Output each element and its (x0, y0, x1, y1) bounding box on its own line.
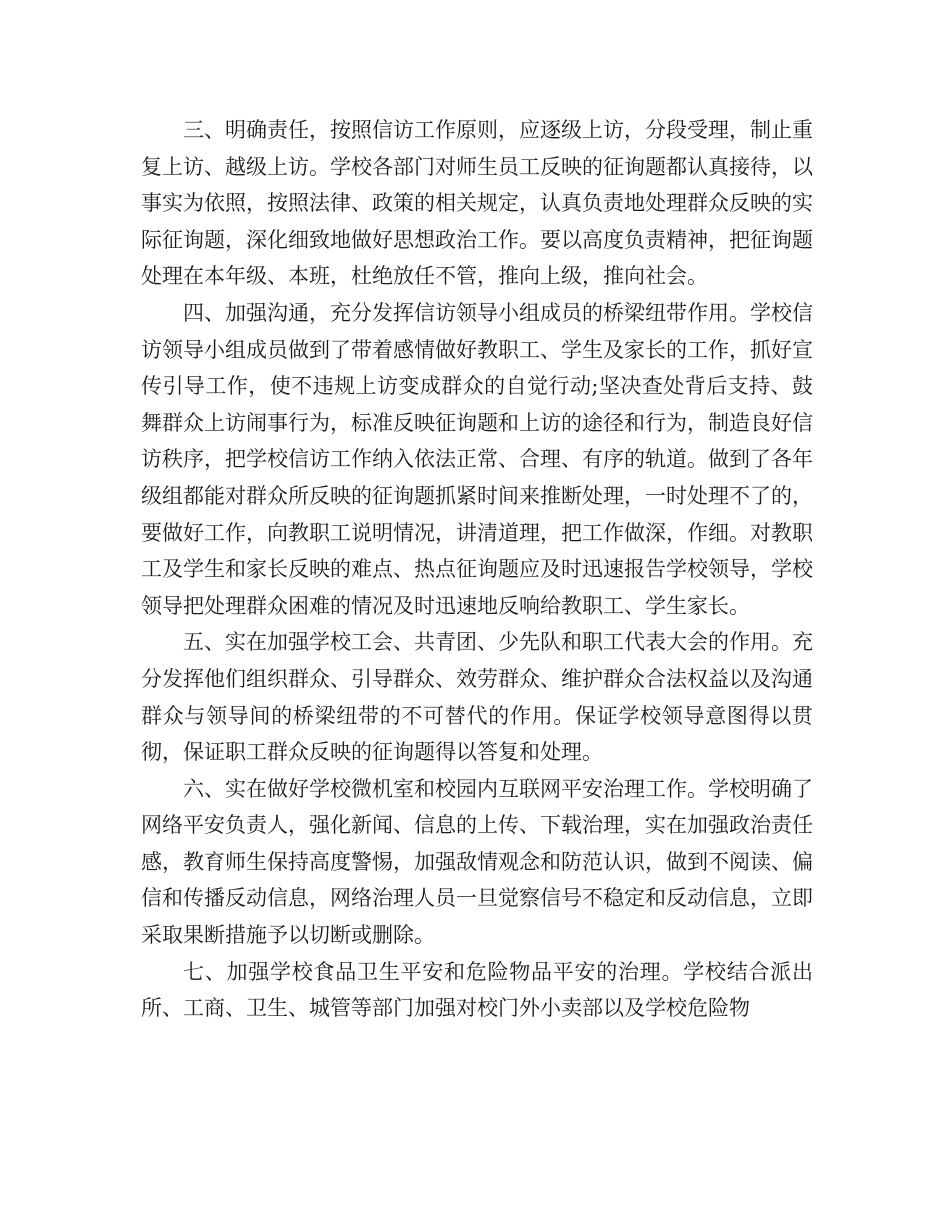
paragraph-6: 六、实在做好学校微机室和校园内互联网平安治理工作。学校明确了网络平安负责人，强化新闻、信息的上传、下载治理，实在加强政治责任感，教育师生保持高度警惕，加强敌情观念和防范认识，做到不阅读、偏信和传播反动信息，网络治理人员一旦觉察信号不稳定和反动信息，立即采取果断措施予以切断或删除。 (141, 776, 813, 948)
document-body (141, 112, 813, 1027)
paragraph-3: 三、明确责任，按照信访工作原则，应逐级上访，分段受理，制止重复上访、越级上访。学校各部门对师生员工反映的征询题都认真接待，以事实为依照，按照法律、政策的相关规定，认真负责地处理群众反映的实际征询题，深化细致地做好思想政治工作。要以高度负责精神，把征询题处理在本年级、本班，杜绝放任不管，推向上级，推向社会。 (141, 118, 813, 289)
paragraph-7: 七、加强学校食品卫生平安和危险物品平安的治理。学校结合派出所、工商、卫生、城管等部门加强对校门外小卖部以及学校危险物 (141, 959, 813, 1021)
paragraph-5: 五、实在加强学校工会、共青团、少先队和职工代表大会的作用。充分发挥他们组织群众、引导群众、效劳群众、维护群众合法权益以及沟通群众与领导间的桥梁纽带的不可替代的作用。保证学校领导意图得以贯彻，保证职工群众反映的征询题得以答复和处理。 (141, 630, 813, 765)
paragraph-4: 四、加强沟通，充分发挥信访领导小组成员的桥梁纽带作用。学校信访领导小组成员做到了带着感情做好教职工、学生及家长的工作，抓好宣传引导工作，使不违规上访变成群众的自觉行动;坚决查处背后支持、鼓舞群众上访闹事行为，标准反映征询题和上访的途径和行为，制造良好信访秩序，把学校信访工作纳入依法正常、合理、有序的轨道。做到了各年级组都能对群众所反映的征询题抓紧时间来推断处理，一时处理不了的，要做好工作，向教职工说明情况，讲清道理，把工作做深，作细。对教职工及学生和家长反映的难点、热点征询题应及时迅速报告学校领导，学校领导把处理群众困难的情况及时迅速地反响给教职工、学生家长。 (141, 300, 813, 618)
